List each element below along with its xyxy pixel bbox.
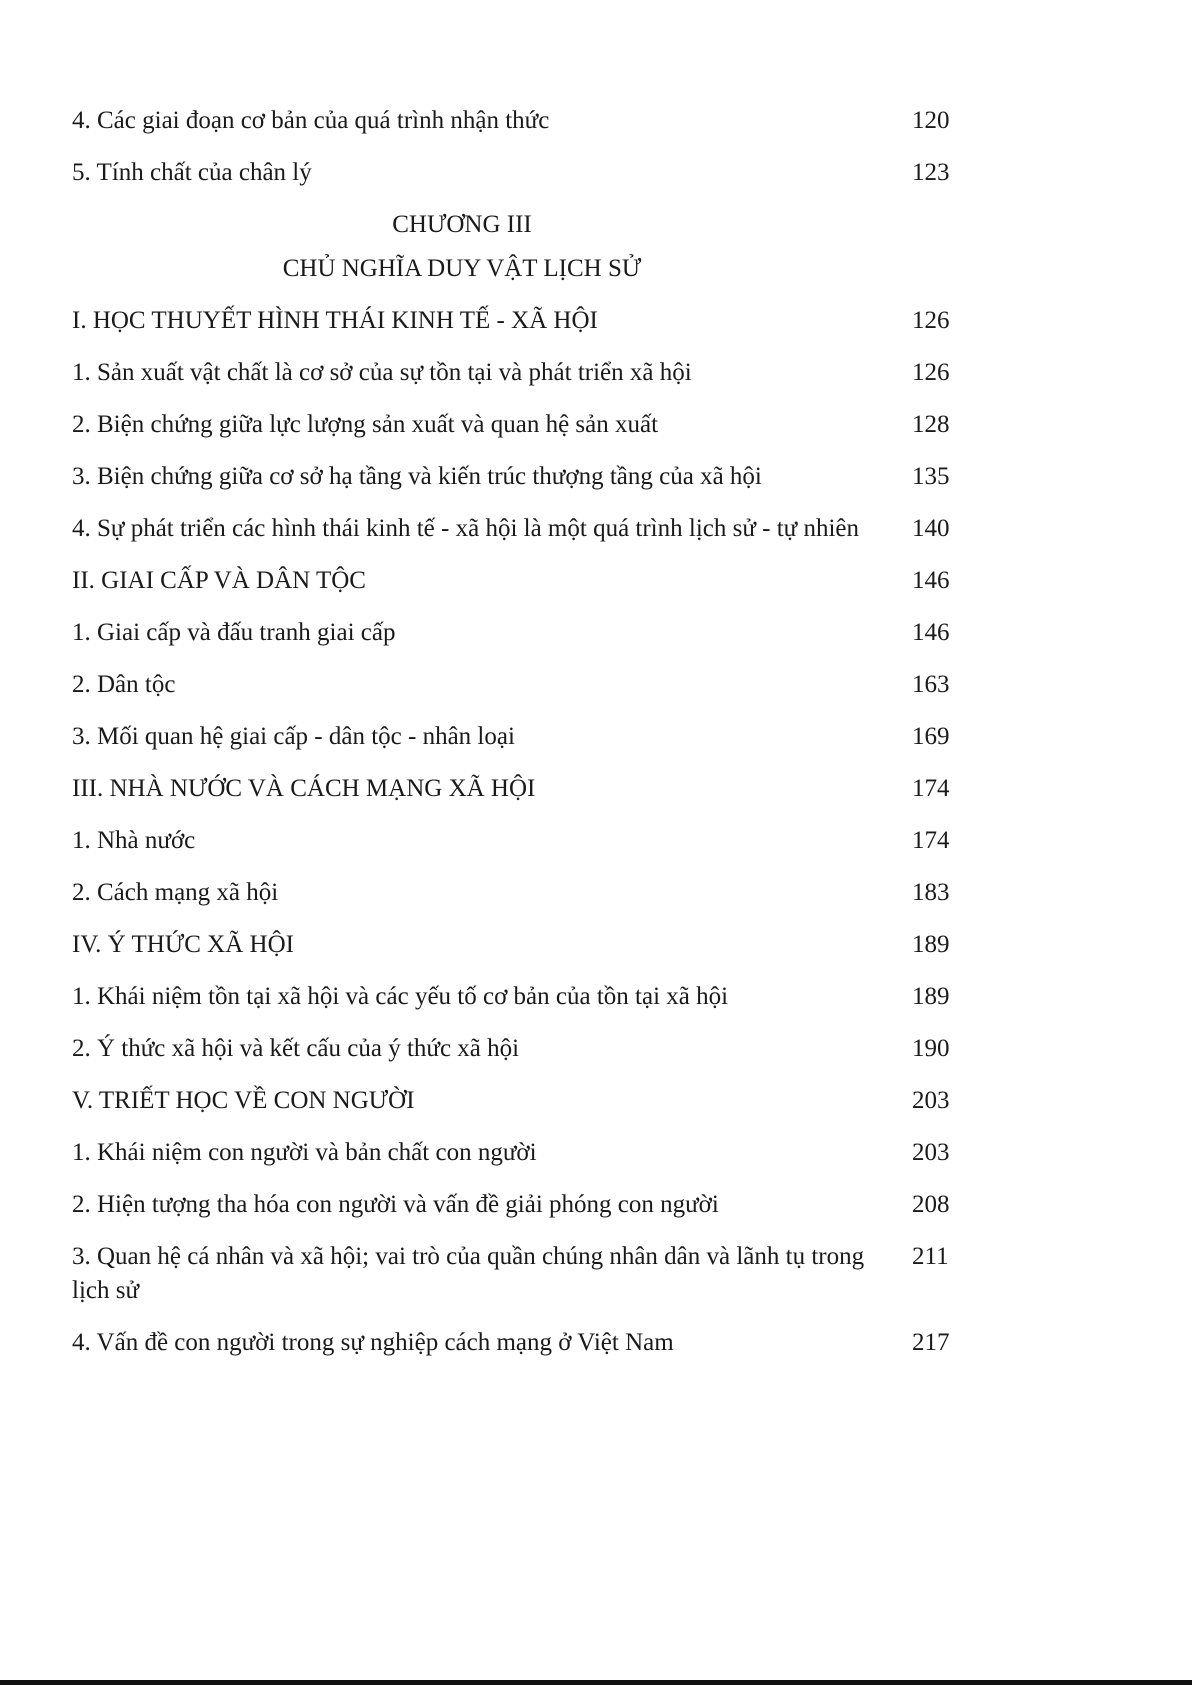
toc-entry <box>72 1188 972 1222</box>
toc-entry-page: 174 <box>912 775 950 802</box>
toc-entry-title: III. NHÀ NƯỚC VÀ CÁCH MẠNG XÃ HỘI <box>72 775 536 802</box>
toc-entry-page: 163 <box>912 671 950 698</box>
toc-entry <box>72 1136 972 1170</box>
toc-entry-title: 4. Sự phát triển các hình thái kinh tế - xã hội là một quá trình lịch sử - tự nhiên <box>72 515 860 542</box>
toc-entry <box>72 616 972 650</box>
toc-entry-page: 146 <box>912 619 950 646</box>
toc-section-heading <box>72 928 972 962</box>
toc-entry-title: 2. Dân tộc <box>72 671 176 698</box>
toc-entry <box>72 668 972 702</box>
toc-entry-page: 140 <box>912 515 950 542</box>
scan-bottom-edge <box>0 1680 1192 1685</box>
toc-entry-page: 146 <box>912 567 950 594</box>
toc-entry-page: 169 <box>912 723 950 750</box>
toc-section-heading <box>72 564 972 598</box>
toc-entry <box>72 512 972 546</box>
toc-entry-title: 2. Hiện tượng tha hóa con người và vấn đề giải phóng con người <box>72 1191 719 1218</box>
toc-entry-title: 2. Biện chứng giữa lực lượng sản xuất và quan hệ sản xuất <box>72 411 659 438</box>
table-of-contents <box>72 104 972 1378</box>
toc-entry <box>72 824 972 858</box>
toc-entry-page: 217 <box>912 1329 950 1356</box>
toc-entry-page: 189 <box>912 931 950 958</box>
toc-entry-title: 3. Mối quan hệ giai cấp - dân tộc - nhân loại <box>72 723 515 750</box>
toc-entry-title: 2. Cách mạng xã hội <box>72 879 279 906</box>
toc-entry <box>72 408 972 442</box>
toc-entry-page: 128 <box>912 411 950 438</box>
toc-entry <box>72 980 972 1014</box>
toc-entry <box>72 356 972 390</box>
toc-entry-page: 183 <box>912 879 950 906</box>
toc-entry-title: 1. Nhà nước <box>72 827 196 854</box>
toc-entry-title: 3. Quan hệ cá nhân và xã hội; vai trò của quần chúng nhân dân và lãnh tụ trong lịch sử <box>72 1243 865 1304</box>
toc-entry-page: 208 <box>912 1191 950 1218</box>
toc-entry-title: V. TRIẾT HỌC VỀ CON NGƯỜI <box>72 1087 415 1114</box>
toc-section-heading <box>72 1084 972 1118</box>
toc-entry <box>72 460 972 494</box>
toc-entry-title: 2. Ý thức xã hội và kết cấu của ý thức xã hội <box>72 1035 520 1062</box>
toc-entry-title: 1. Khái niệm tồn tại xã hội và các yếu tố cơ bản của tồn tại xã hội <box>72 983 729 1010</box>
toc-entry-title: 1. Khái niệm con người và bản chất con người <box>72 1139 537 1166</box>
toc-entry <box>72 104 972 138</box>
toc-entry-page: 189 <box>912 983 950 1010</box>
toc-entry-page: 203 <box>912 1139 950 1166</box>
toc-entry-page: 211 <box>912 1243 949 1270</box>
toc-entry <box>72 1326 972 1360</box>
toc-entry-page: 174 <box>912 827 950 854</box>
toc-entry-page: 123 <box>912 159 950 186</box>
toc-entry-title: 1. Giai cấp và đấu tranh giai cấp <box>72 619 396 646</box>
toc-entry <box>72 720 972 754</box>
chapter-number: CHƯƠNG III <box>392 211 532 238</box>
toc-entry <box>72 876 972 910</box>
chapter-title: CHỦ NGHĨA DUY VẬT LỊCH SỬ <box>282 255 642 282</box>
toc-section-heading <box>72 304 972 338</box>
toc-entry-page: 190 <box>912 1035 950 1062</box>
toc-entry-title: II. GIAI CẤP VÀ DÂN TỘC <box>72 567 366 594</box>
toc-entry-title: 3. Biện chứng giữa cơ sở hạ tầng và kiến trúc thượng tầng của xã hội <box>72 463 762 490</box>
toc-entry <box>72 1240 972 1308</box>
toc-entry-title: 4. Vấn đề con người trong sự nghiệp cách mạng ở Việt Nam <box>72 1329 674 1356</box>
toc-section-heading <box>72 772 972 806</box>
toc-entry-page: 135 <box>912 463 950 490</box>
toc-entry-page: 126 <box>912 307 950 334</box>
toc-entry-title: 1. Sản xuất vật chất là cơ sở của sự tồn tại và phát triển xã hội <box>72 359 692 386</box>
toc-entry <box>72 1032 972 1066</box>
toc-entry-title: I. HỌC THUYẾT HÌNH THÁI KINH TẾ - XÃ HỘI <box>72 307 598 334</box>
toc-entry-title: IV. Ý THỨC XÃ HỘI <box>72 931 294 958</box>
toc-entry-page: 203 <box>912 1087 950 1114</box>
toc-entry-title: 5. Tính chất của chân lý <box>72 159 312 186</box>
toc-entry-page: 120 <box>912 107 950 134</box>
toc-entry-page: 126 <box>912 359 950 386</box>
toc-entry-title: 4. Các giai đoạn cơ bản của quá trình nhận thức <box>72 107 550 134</box>
toc-entry <box>72 156 972 190</box>
